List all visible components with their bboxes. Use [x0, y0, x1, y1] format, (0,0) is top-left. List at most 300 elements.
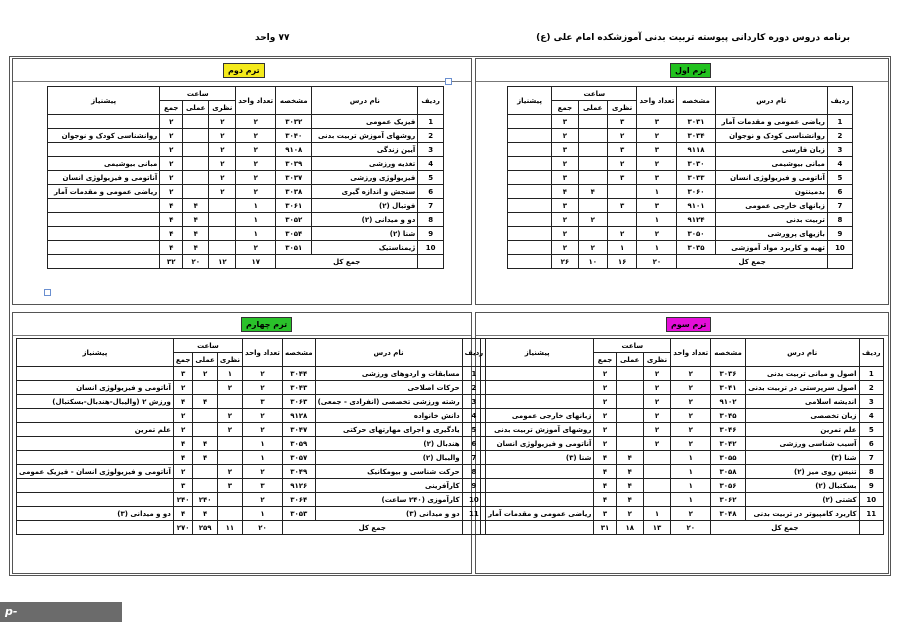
course-name: روانشناسی کودک و نوجوان — [715, 129, 827, 143]
total-hours: ۳ — [173, 479, 193, 493]
row-number: 11 — [462, 507, 486, 521]
table-row — [481, 465, 884, 479]
course-code: ۹۱۲۶ — [282, 479, 315, 493]
theory-hours: ۳ — [607, 115, 637, 129]
total-hours: ۲ — [160, 157, 183, 171]
table-row — [48, 157, 444, 171]
row-number: 10 — [462, 493, 486, 507]
total-hours: ۴ — [160, 227, 183, 241]
prerequisite: آناتومی و فیزیولوژی انسان — [481, 437, 594, 451]
prerequisite — [508, 129, 552, 143]
course-table-term-4 — [16, 338, 486, 535]
total-hours-sum: ۲۶ — [552, 255, 579, 269]
total-hours: ۲ — [552, 157, 579, 171]
table-row — [17, 409, 486, 423]
theory-hours: ۲ — [607, 227, 637, 241]
course-code: ۳۰۵۷ — [282, 451, 315, 465]
prerequisite — [17, 479, 174, 493]
prerequisite — [508, 227, 552, 241]
prerequisite — [508, 143, 552, 157]
course-units: ۱ — [236, 227, 276, 241]
row-number: 11 — [859, 507, 883, 521]
table-row — [508, 171, 853, 185]
total-hours: ۲ — [552, 213, 579, 227]
table-row — [508, 227, 853, 241]
course-code: ۳۰۳۰ — [677, 157, 715, 171]
course-code: ۹۱۱۸ — [677, 143, 715, 157]
course-name: هندبال (۲) — [315, 437, 462, 451]
row-number: 9 — [418, 227, 444, 241]
prerequisite — [17, 367, 174, 381]
practical-hours: ۴ — [616, 465, 643, 479]
col-header-row: ردیف — [462, 339, 486, 367]
course-units: ۳ — [637, 171, 677, 185]
total-hours: ۴ — [173, 451, 193, 465]
course-units: ۲ — [671, 367, 711, 381]
course-units: ۲ — [236, 143, 276, 157]
row-number: 8 — [418, 213, 444, 227]
course-units: ۲ — [243, 409, 283, 423]
course-units: ۲ — [637, 227, 677, 241]
total-hours: ۲ — [173, 423, 193, 437]
practical-hours — [578, 199, 607, 213]
table-row — [508, 241, 853, 255]
col-header-hours: ساعت — [160, 87, 236, 101]
practical-hours: ۴ — [193, 507, 217, 521]
course-code: ۳۰۵۰ — [677, 227, 715, 241]
practical-hours — [183, 157, 209, 171]
course-code: ۳۰۴۸ — [711, 507, 746, 521]
practical-hours — [616, 367, 643, 381]
row-number: 5 — [827, 171, 852, 185]
theory-hours: ۲ — [217, 409, 242, 423]
table-row — [17, 507, 486, 521]
row-number: 2 — [827, 129, 852, 143]
row-number: 4 — [859, 409, 883, 423]
prerequisite: مبانی بیوشیمی — [48, 157, 160, 171]
col-header-name: نام درس — [315, 339, 462, 367]
row-number: 9 — [462, 479, 486, 493]
table-row — [17, 423, 486, 437]
theory-hours — [209, 227, 236, 241]
col-header-code: مشخصه — [677, 87, 715, 115]
course-units: ۱ — [671, 493, 711, 507]
term-badge-1: ترم اول — [670, 63, 711, 78]
prerequisite: دو و میدانی (۳) — [17, 507, 174, 521]
theory-hours: ۳ — [607, 171, 637, 185]
total-hours: ۲ — [173, 409, 193, 423]
course-name: دو و میدانی (۳) — [315, 507, 462, 521]
total-hours: ۲ — [160, 185, 183, 199]
theory-hours: ۲ — [217, 465, 242, 479]
totals-row — [48, 255, 444, 269]
col-header-practical: عملی — [183, 101, 209, 115]
prerequisite — [48, 199, 160, 213]
total-hours: ۲۴۰ — [173, 493, 193, 507]
course-code: ۳۰۳۲ — [276, 115, 312, 129]
table-row — [508, 157, 853, 171]
col-header-total: جمع — [552, 101, 579, 115]
total-hours: ۴ — [594, 493, 616, 507]
course-name: شنا (۲) — [312, 227, 418, 241]
table-row — [481, 493, 884, 507]
total-hours: ۲ — [594, 381, 616, 395]
table-header-row — [481, 339, 884, 353]
course-code: ۹۱۰۲ — [711, 395, 746, 409]
resize-handle[interactable] — [445, 78, 452, 85]
course-code: ۳۰۳۴ — [677, 129, 715, 143]
total-hours: ۲ — [160, 115, 183, 129]
prerequisite: زبانهای خارجی عمومی — [481, 409, 594, 423]
total-hours: ۲ — [173, 465, 193, 479]
table-row — [48, 227, 444, 241]
course-name: ریاضی عمومی و مقدمات آمار — [715, 115, 827, 129]
prerequisite: آناتومی و فیزیولوژی انسان — [48, 171, 160, 185]
row-number: 9 — [859, 479, 883, 493]
total-theory: ۱۱ — [217, 521, 242, 535]
total-units: ۷۷ واحد — [255, 33, 290, 43]
total-hours: ۴ — [552, 185, 579, 199]
row-number: 9 — [827, 227, 852, 241]
table-row — [48, 115, 444, 129]
practical-hours — [616, 381, 643, 395]
course-name: شنا (۳) — [745, 451, 859, 465]
course-units: ۲ — [637, 129, 677, 143]
course-code: ۳۰۴۲ — [711, 437, 746, 451]
col-header-hours: ساعت — [552, 87, 637, 101]
course-code: ۹۱۲۴ — [677, 213, 715, 227]
course-name: والیبال (۲) — [315, 451, 462, 465]
total-hours: ۳ — [594, 507, 616, 521]
theory-hours: ۱ — [217, 367, 242, 381]
table-row — [508, 199, 853, 213]
row-number: 1 — [859, 367, 883, 381]
theory-hours: ۲ — [643, 437, 671, 451]
practical-hours — [183, 185, 209, 199]
course-name: اصول سرپرستی در تربیت بدنی — [745, 381, 859, 395]
course-table-term-3 — [480, 338, 884, 535]
row-number: 8 — [859, 465, 883, 479]
course-units: ۲ — [637, 157, 677, 171]
row-number: 10 — [827, 241, 852, 255]
theory-hours: ۲ — [643, 409, 671, 423]
practical-hours — [578, 157, 607, 171]
prerequisite — [481, 395, 594, 409]
theory-hours: ۱ — [643, 507, 671, 521]
course-code: ۳۰۴۰ — [276, 129, 312, 143]
course-code: ۳۰۳۱ — [677, 115, 715, 129]
totals-spacer — [508, 255, 552, 269]
theory-hours: ۲ — [607, 157, 637, 171]
col-header-prereq: پیشنیاز — [508, 87, 552, 115]
prerequisite — [17, 493, 174, 507]
table-row — [508, 143, 853, 157]
course-units: ۱ — [671, 479, 711, 493]
theory-hours — [217, 437, 242, 451]
course-code: ۳۰۴۷ — [282, 423, 315, 437]
theory-hours: ۲ — [209, 143, 236, 157]
row-number: 7 — [859, 451, 883, 465]
course-name: حرکت شناسی و بیومکانیک — [315, 465, 462, 479]
total-hours: ۲ — [594, 437, 616, 451]
course-name: سنجش و اندازه گیری — [312, 185, 418, 199]
totals-label: جمع کل — [677, 255, 828, 269]
total-hours-sum: ۲۷۰ — [173, 521, 193, 535]
row-number: 1 — [827, 115, 852, 129]
course-table-term-2 — [47, 86, 444, 269]
term-badge-4: ترم چهارم — [241, 317, 292, 332]
totals-label: جمع کل — [282, 521, 462, 535]
prerequisite — [17, 437, 174, 451]
col-header-theory: نظری — [209, 101, 236, 115]
table-row — [48, 185, 444, 199]
row-number: 5 — [462, 423, 486, 437]
prerequisite — [481, 493, 594, 507]
table-row — [17, 395, 486, 409]
total-hours: ۲ — [160, 129, 183, 143]
total-hours: ۲ — [594, 423, 616, 437]
practical-hours: ۴ — [616, 451, 643, 465]
row-number: 2 — [462, 381, 486, 395]
course-name: دانش خانواده — [315, 409, 462, 423]
practical-hours: ۴ — [578, 185, 607, 199]
theory-hours — [217, 507, 242, 521]
row-number: 4 — [462, 409, 486, 423]
total-units: ۲۰ — [243, 521, 283, 535]
table-row — [481, 367, 884, 381]
total-hours-sum: ۳۲ — [160, 255, 183, 269]
practical-hours: ۴ — [193, 451, 217, 465]
table-row — [17, 367, 486, 381]
theory-hours: ۲ — [217, 423, 242, 437]
course-code: ۳۰۶۲ — [711, 493, 746, 507]
course-units: ۲ — [671, 437, 711, 451]
row-number: 4 — [827, 157, 852, 171]
course-code: ۳۰۵۲ — [276, 213, 312, 227]
totals-spacer — [462, 521, 486, 535]
prerequisite — [508, 213, 552, 227]
term-badge-2: ترم دوم — [223, 63, 265, 78]
theory-hours: ۲ — [209, 129, 236, 143]
prerequisite: آناتومی و فیزیولوژی انسان — [17, 381, 174, 395]
total-hours: ۴ — [173, 395, 193, 409]
course-name: فیزیولوژی ورزشی — [312, 171, 418, 185]
row-number: 7 — [418, 199, 444, 213]
total-theory: ۱۳ — [643, 521, 671, 535]
course-name: تهیه و کاربرد مواد آموزشی — [715, 241, 827, 255]
course-units: ۱ — [236, 213, 276, 227]
theory-hours: ۲ — [209, 115, 236, 129]
total-hours: ۴ — [160, 199, 183, 213]
total-hours: ۳ — [552, 143, 579, 157]
col-header-practical: عملی — [578, 101, 607, 115]
prerequisite: ریاضی عمومی و مقدمات آمار — [481, 507, 594, 521]
course-units: ۳ — [637, 115, 677, 129]
course-name: کشتی (۲) — [745, 493, 859, 507]
course-code: ۳۰۳۹ — [276, 157, 312, 171]
col-header-code: مشخصه — [282, 339, 315, 367]
theory-hours: ۲ — [643, 367, 671, 381]
course-name: کارآموزی (۲۴۰ ساعت) — [315, 493, 462, 507]
totals-spacer — [827, 255, 852, 269]
total-hours: ۴ — [160, 213, 183, 227]
theory-hours: ۳ — [607, 143, 637, 157]
col-header-hours: ساعت — [594, 339, 671, 353]
total-hours: ۴ — [594, 465, 616, 479]
practical-hours: ۲ — [193, 367, 217, 381]
course-name: فیزیک عمومی — [312, 115, 418, 129]
table-row — [48, 171, 444, 185]
theory-hours — [607, 213, 637, 227]
practical-hours — [616, 423, 643, 437]
total-practical: ۲۰ — [183, 255, 209, 269]
table-row — [481, 507, 884, 521]
row-number: 6 — [827, 185, 852, 199]
row-number: 3 — [462, 395, 486, 409]
course-name: اصول و مبانی تربیت بدنی — [745, 367, 859, 381]
course-name: کاربرد کامپیوتر در تربیت بدنی — [745, 507, 859, 521]
practical-hours — [616, 409, 643, 423]
theory-hours — [209, 241, 236, 255]
table-row — [481, 437, 884, 451]
theory-hours: ۳ — [607, 199, 637, 213]
table-row — [17, 479, 486, 493]
total-hours: ۳ — [173, 367, 193, 381]
total-hours: ۲ — [594, 367, 616, 381]
course-units: ۳ — [637, 199, 677, 213]
practical-hours: ۴ — [616, 479, 643, 493]
col-header-row: ردیف — [859, 339, 883, 367]
course-name: مسابقات و اردوهای ورزشی — [315, 367, 462, 381]
col-header-prereq: پیشنیاز — [481, 339, 594, 367]
course-code: ۳۰۵۸ — [711, 465, 746, 479]
theory-hours — [217, 395, 242, 409]
course-units: ۲ — [243, 493, 283, 507]
course-name: علم تمرین — [745, 423, 859, 437]
course-units: ۱ — [243, 437, 283, 451]
course-code: ۳۰۴۳ — [282, 381, 315, 395]
site-watermark: p-safadasht.tvu.ac.ir — [0, 602, 122, 622]
table-row — [48, 199, 444, 213]
theory-hours: ۲ — [643, 395, 671, 409]
col-header-code: مشخصه — [711, 339, 746, 367]
course-code: ۳۰۳۸ — [276, 185, 312, 199]
course-name: بازیهای پرورشی — [715, 227, 827, 241]
practical-hours — [183, 115, 209, 129]
course-code: ۳۰۶۱ — [276, 199, 312, 213]
course-units: ۱ — [243, 507, 283, 521]
row-number: 3 — [859, 395, 883, 409]
course-units: ۱ — [637, 213, 677, 227]
practical-hours: ۴ — [183, 199, 209, 213]
course-units: ۱ — [637, 241, 677, 255]
table-header-row — [508, 87, 853, 101]
course-name: کارآفرینی — [315, 479, 462, 493]
totals-spacer — [481, 521, 594, 535]
practical-hours — [193, 479, 217, 493]
totals-row — [508, 255, 853, 269]
term-badge-3: ترم سوم — [666, 317, 711, 332]
prerequisite — [508, 115, 552, 129]
course-units: ۳ — [243, 395, 283, 409]
practical-hours — [193, 409, 217, 423]
prerequisite — [508, 157, 552, 171]
course-code: ۳۰۶۳ — [282, 395, 315, 409]
total-hours: ۴ — [173, 437, 193, 451]
table-row — [481, 423, 884, 437]
theory-hours — [643, 451, 671, 465]
table-row — [17, 465, 486, 479]
course-name: اندیشه اسلامی — [745, 395, 859, 409]
course-name: زبان فارسی — [715, 143, 827, 157]
prerequisite — [48, 143, 160, 157]
col-header-theory: نظری — [607, 101, 637, 115]
theory-hours: ۲ — [217, 381, 242, 395]
theory-hours: ۲ — [209, 157, 236, 171]
col-header-practical: عملی — [616, 353, 643, 367]
totals-spacer — [859, 521, 883, 535]
prerequisite — [508, 171, 552, 185]
course-units: ۱ — [637, 185, 677, 199]
course-code: ۳۰۴۵ — [711, 409, 746, 423]
resize-handle[interactable] — [44, 289, 51, 296]
table-row — [17, 437, 486, 451]
total-hours: ۲ — [552, 129, 579, 143]
practical-hours — [578, 227, 607, 241]
course-units: ۲ — [236, 157, 276, 171]
col-header-name: نام درس — [715, 87, 827, 115]
row-number: 1 — [462, 367, 486, 381]
col-header-row: ردیف — [418, 87, 444, 115]
course-name: حرکات اصلاحی — [315, 381, 462, 395]
theory-hours — [209, 199, 236, 213]
course-units: ۱ — [243, 451, 283, 465]
row-number: 8 — [462, 465, 486, 479]
total-hours: ۴ — [594, 479, 616, 493]
course-name: روشهای آموزش تربیت بدنی — [312, 129, 418, 143]
theory-hours — [607, 185, 637, 199]
course-code: ۹۱۲۸ — [282, 409, 315, 423]
course-units: ۱ — [671, 451, 711, 465]
practical-hours — [193, 465, 217, 479]
row-number: 6 — [462, 437, 486, 451]
course-units: ۱ — [236, 199, 276, 213]
course-code: ۳۰۵۱ — [276, 241, 312, 255]
total-practical: ۱۸ — [616, 521, 643, 535]
totals-label: جمع کل — [276, 255, 418, 269]
prerequisite — [481, 367, 594, 381]
practical-hours — [193, 423, 217, 437]
practical-hours — [578, 129, 607, 143]
course-name: رشته ورزشی تخصصی (انفرادی - جمعی) — [315, 395, 462, 409]
total-hours: ۳ — [552, 199, 579, 213]
totals-spacer — [48, 255, 160, 269]
col-header-units: تعداد واحد — [671, 339, 711, 367]
course-name: آیین زندگی — [312, 143, 418, 157]
course-name: آناتومی و فیزیولوژی انسان — [715, 171, 827, 185]
table-row — [481, 395, 884, 409]
table-row — [481, 381, 884, 395]
total-hours: ۴ — [594, 451, 616, 465]
col-header-theory: نظری — [643, 353, 671, 367]
theory-hours: ۲ — [209, 185, 236, 199]
total-hours: ۲ — [173, 381, 193, 395]
course-units: ۲ — [236, 171, 276, 185]
course-units: ۲ — [236, 115, 276, 129]
prerequisite — [17, 409, 174, 423]
theory-hours: ۲ — [643, 423, 671, 437]
total-units: ۲۰ — [671, 521, 711, 535]
